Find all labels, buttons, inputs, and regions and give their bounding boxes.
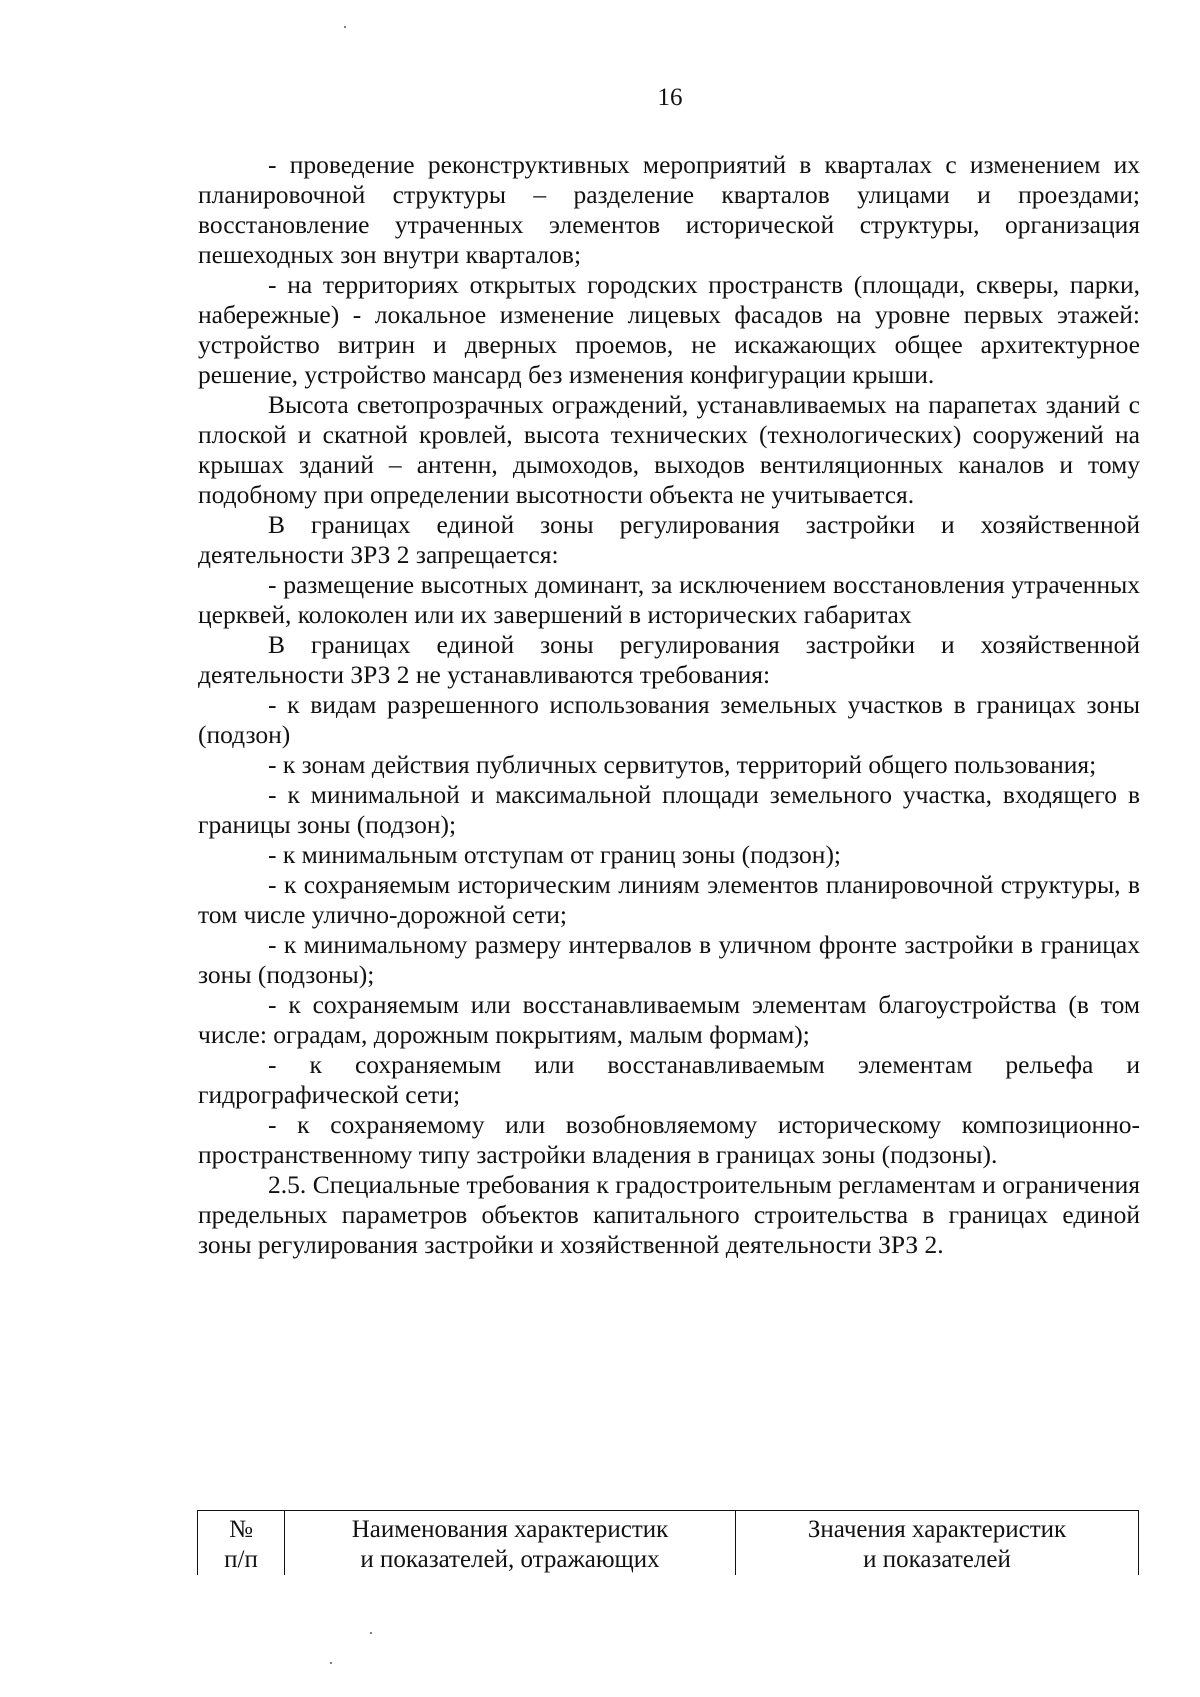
scan-speck [344, 26, 346, 28]
page-number: 16 [657, 84, 683, 111]
paragraph-open-spaces: - на территориях открытых городских пространств (площади, скверы, парки, набережные) - локальное изменение лицевых фасадов на уровне первых этажей: устройство витрин и дверных проемов, не искажающих общее архитектурное решение, устройство мансард без изменения конфигурации крыши. [198, 270, 1140, 389]
list-item-setbacks: - к минимальным отступам от границ зоны (подзон); [268, 840, 842, 869]
table-header-row [198, 1511, 1139, 1576]
scan-speck [370, 1632, 372, 1634]
paragraph-not-established-intro: В границах единой зоны регулирования застройки и хозяйственной деятельности ЗРЗ 2 не устанавливаются требования: [198, 630, 1140, 689]
list-item-servitudes: - к зонам действия публичных сервитутов, территорий общего пользования; [268, 750, 1097, 779]
section-2-5-heading: 2.5. Специальные требования к градостроительным регламентам и ограничения предельных параметров объектов капитального строительства в границах единой зоны регулирования застройки и хозяйственной деятельности ЗРЗ 2. [198, 1170, 1140, 1259]
list-item-composition-type: - к сохраняемому или возобновляемому историческому композиционно-пространственному типу застройки владения в границах зоны (подзоны). [198, 1110, 1140, 1169]
table-header-characteristic-names: Наименования характеристик и показателей, отражающих [285, 1511, 736, 1576]
paragraph-height-exclusion: Высота светопрозрачных ограждений, устанавливаемых на парапетах зданий с плоской и скатной кровлей, высота технических (технологических) сооружений на крышах зданий – антенн, дымоходов, выходов вентиляционных каналов и тому подобному при определении высотности объекта не учитывается. [198, 390, 1140, 509]
list-item-landscaping: - к сохраняемым или восстанавливаемым элементам благоустройства (в том числе: оградам, дорожным покрытиям, малым формам); [198, 990, 1140, 1049]
list-item-permitted-use: - к видам разрешенного использования земельных участков в границах зоны (подзон) [198, 690, 1140, 749]
table-header-characteristic-values: Значения характеристик и показателей [736, 1511, 1139, 1576]
table-header-number: № п/п [198, 1511, 285, 1576]
list-item-historic-lines: - к сохраняемым историческим линиям элементов планировочной структуры, в том числе улично-дорожной сети; [198, 870, 1140, 929]
paragraph-high-dominants: - размещение высотных доминант, за исключением восстановления утраченных церквей, колоколен или их завершений в исторических габаритах [198, 570, 1140, 629]
list-item-street-intervals: - к минимальному размеру интервалов в уличном фронте застройки в границах зоны (подзоны); [198, 930, 1140, 989]
list-item-relief: - к сохраняемым или восстанавливаемым элементам рельефа и гидрографической сети; [198, 1050, 1140, 1109]
list-item-land-area: - к минимальной и максимальной площади земельного участка, входящего в границы зоны (подзон); [198, 780, 1140, 839]
paragraph-prohibited-intro: В границах единой зоны регулирования застройки и хозяйственной деятельности ЗРЗ 2 запрещается: [198, 510, 1140, 569]
document-body [198, 150, 1140, 1260]
requirements-table [197, 1510, 1139, 1575]
scan-speck [330, 1662, 332, 1664]
paragraph-reconstruction-measures: - проведение реконструктивных мероприятий в кварталах с изменением их планировочной структуры – разделение кварталов улицами и проездами; восстановление утраченных элементов исторической структуры, организация пешеходных зон внутри кварталов; [198, 150, 1140, 269]
